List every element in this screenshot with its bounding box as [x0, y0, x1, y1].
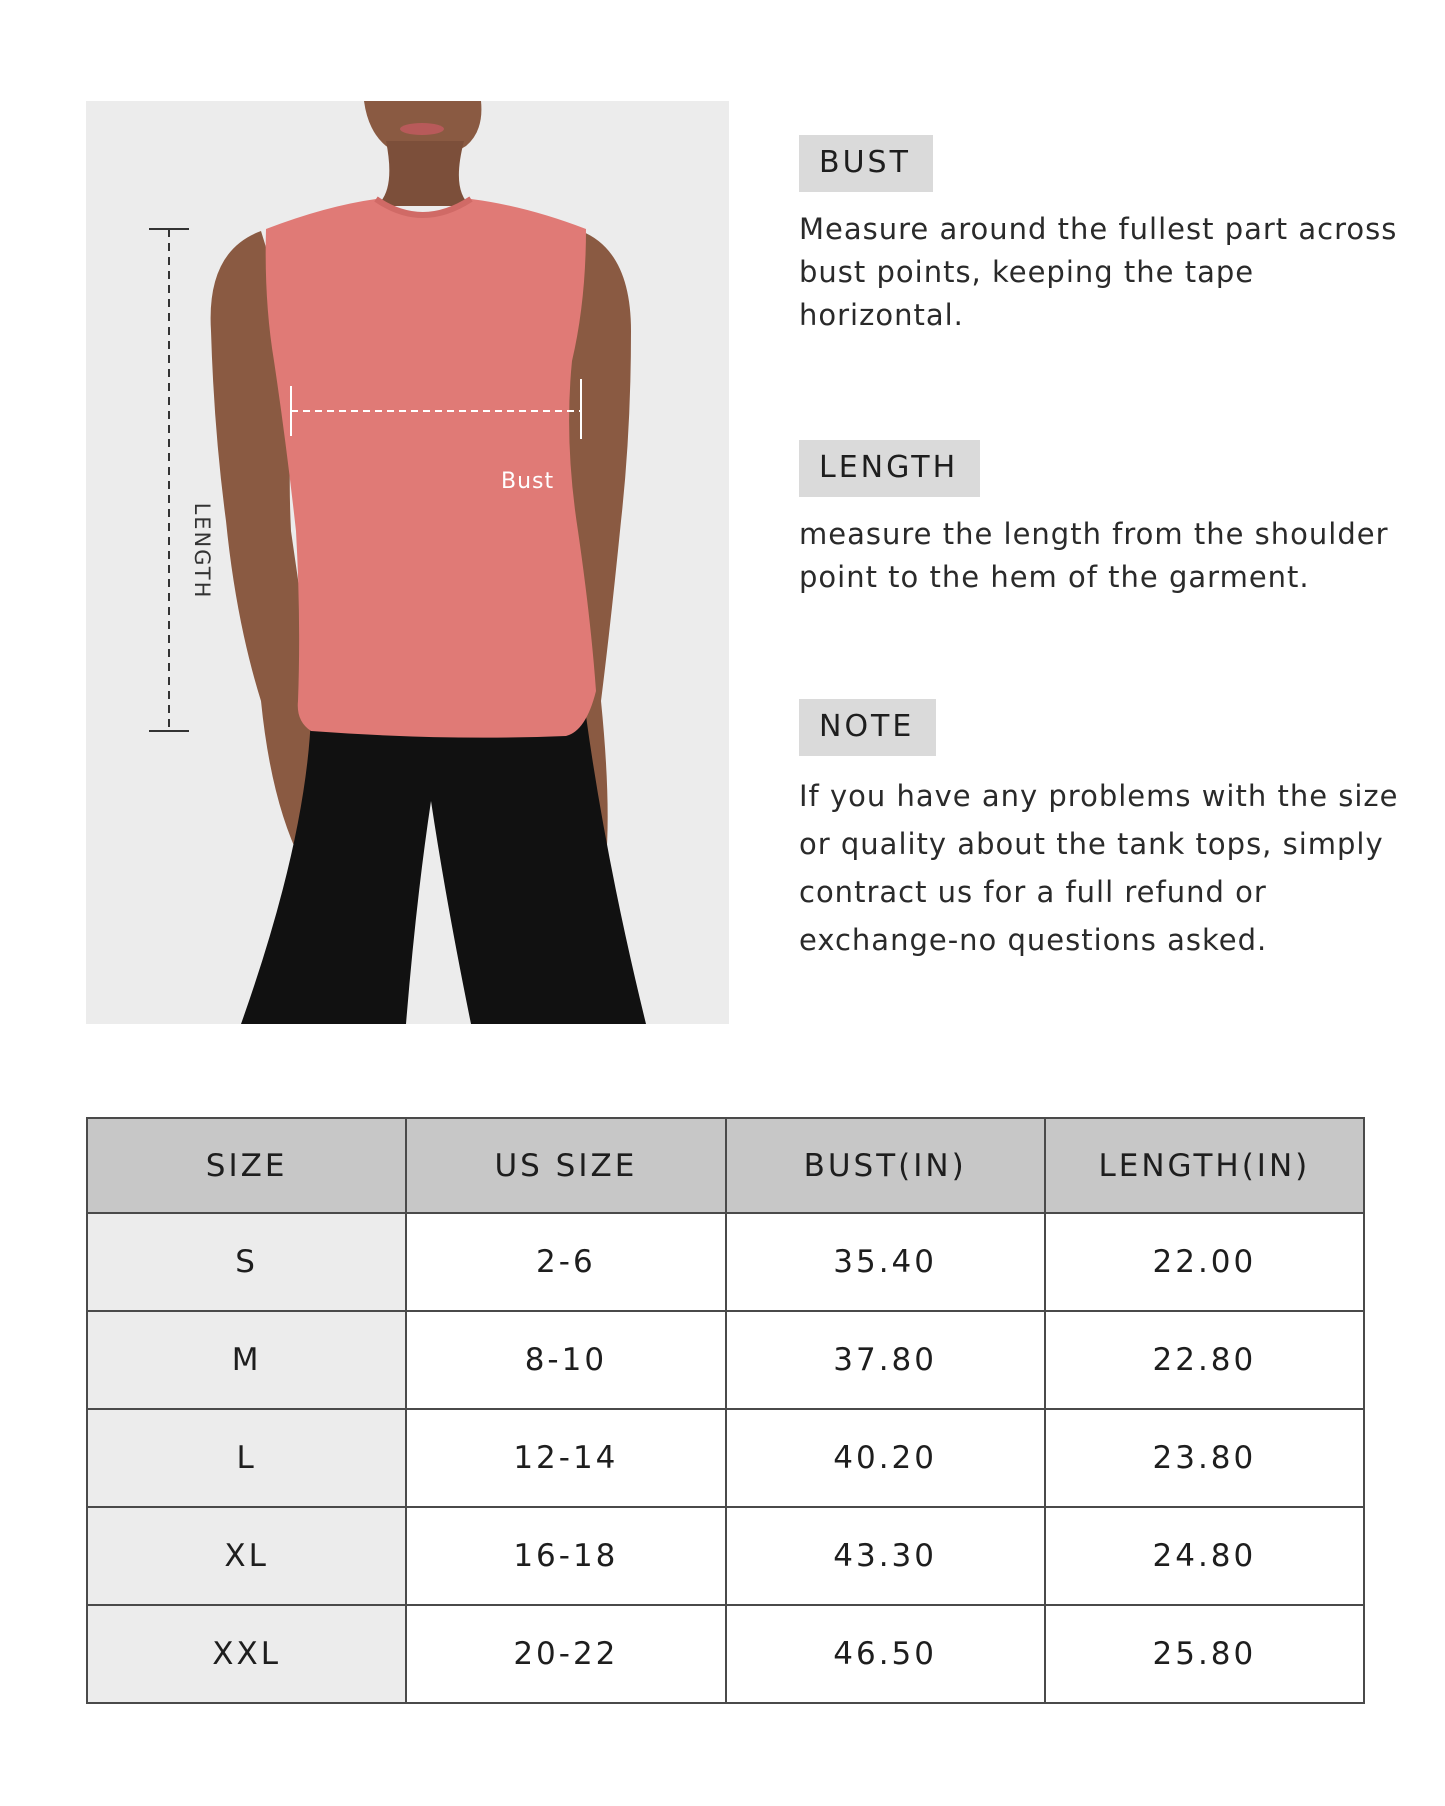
- cell-bust: 40.20: [726, 1409, 1045, 1507]
- cell-us-size: 2-6: [406, 1213, 725, 1311]
- cell-size: XXL: [87, 1605, 406, 1703]
- bust-title: BUST: [799, 135, 933, 192]
- cell-bust: 35.40: [726, 1213, 1045, 1311]
- model-illustration: [86, 101, 729, 1024]
- length-description: measure the length from the shoulder point to the hem of the garment.: [799, 517, 1389, 594]
- bust-section: [799, 135, 1399, 337]
- table-row: [87, 1409, 1364, 1507]
- note-description: If you have any problems with the size or quality about the tank tops, simply contract us for a full refund or exchange-no questions asked.: [799, 779, 1399, 957]
- table-row: [87, 1507, 1364, 1605]
- cell-us-size: 12-14: [406, 1409, 725, 1507]
- table-row: [87, 1605, 1364, 1703]
- cell-us-size: 8-10: [406, 1311, 725, 1409]
- cell-us-size: 20-22: [406, 1605, 725, 1703]
- cell-bust: 43.30: [726, 1507, 1045, 1605]
- table-row: [87, 1213, 1364, 1311]
- cell-size: XL: [87, 1507, 406, 1605]
- length-title: LENGTH: [799, 440, 980, 497]
- header-size: SIZE: [87, 1118, 406, 1213]
- length-section: [799, 440, 1399, 599]
- cell-size: S: [87, 1213, 406, 1311]
- header-us-size: US SIZE: [406, 1118, 725, 1213]
- length-measure-label: LENGTH: [190, 502, 214, 600]
- cell-size: M: [87, 1311, 406, 1409]
- header-length: LENGTH(IN): [1045, 1118, 1364, 1213]
- size-chart-table: [86, 1117, 1365, 1704]
- note-title: NOTE: [799, 699, 936, 756]
- table-header-row: [87, 1118, 1364, 1213]
- note-section: [799, 699, 1399, 964]
- cell-bust: 46.50: [726, 1605, 1045, 1703]
- cell-us-size: 16-18: [406, 1507, 725, 1605]
- header-bust: BUST(IN): [726, 1118, 1045, 1213]
- cell-length: 25.80: [1045, 1605, 1364, 1703]
- cell-size: L: [87, 1409, 406, 1507]
- product-photo: [86, 101, 729, 1024]
- cell-length: 24.80: [1045, 1507, 1364, 1605]
- cell-length: 23.80: [1045, 1409, 1364, 1507]
- cell-length: 22.80: [1045, 1311, 1364, 1409]
- table-row: [87, 1311, 1364, 1409]
- bust-description: Measure around the fullest part across bust points, keeping the tape horizontal.: [799, 212, 1398, 332]
- cell-bust: 37.80: [726, 1311, 1045, 1409]
- cell-length: 22.00: [1045, 1213, 1364, 1311]
- bust-measure-label: Bust: [501, 469, 555, 494]
